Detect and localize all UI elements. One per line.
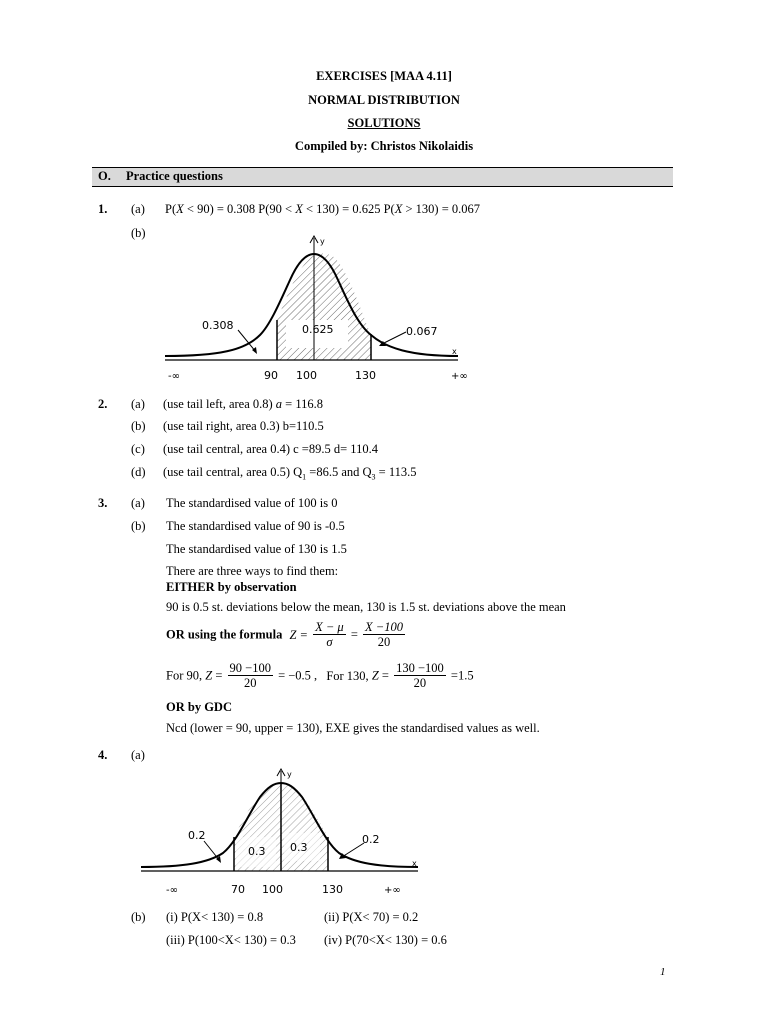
q1-number: 1. [98, 202, 108, 216]
q3-formula-line: OR using the formula Z = $\frac{X - \mu}{\sigma}$ = $\frac{X -100}{20}$ [166, 620, 403, 649]
section-title: Practice questions [126, 169, 223, 183]
section-number: O. [98, 169, 111, 183]
doc-subtitle: NORMAL DISTRIBUTION [308, 93, 460, 107]
tick-label: +∞ [451, 371, 468, 382]
q2a-label: (a) [131, 397, 145, 411]
middle-area-label: 0.625 [302, 323, 334, 336]
q4-number: 4. [98, 748, 108, 762]
x-axis-label: x [412, 859, 417, 868]
tick-label: -∞ [166, 885, 178, 896]
tick-label: 130 [355, 369, 376, 382]
q3b-label: (b) [131, 519, 146, 533]
x-axis-label: x [452, 347, 457, 356]
q1b-label: (b) [131, 226, 146, 240]
y-axis-label: y [320, 237, 325, 246]
middle-right-area-label: 0.3 [290, 841, 308, 854]
q3b-answer-90: The standardised value of 90 is -0.5 [166, 519, 345, 533]
tick-label: -∞ [168, 371, 180, 382]
q3a-label: (a) [131, 496, 145, 510]
q3-three-ways: There are three ways to find them: [166, 564, 339, 578]
page-number: 1 [660, 966, 666, 978]
q2a-answer: (use tail left, area 0.8) a = 116.8 [163, 397, 324, 411]
tick-label: 100 [262, 883, 283, 896]
normal-curve-graph-2 [138, 765, 428, 901]
tick-label: +∞ [384, 885, 401, 896]
tick-label: 70 [231, 883, 245, 896]
tick-label: 90 [264, 369, 278, 382]
q4b-iv: (iv) P(70<X< 130) = 0.6 [324, 933, 447, 947]
q3-calculation-line: For 90, Z = $\frac{90 -100}{20}$ = −0.5 , For 130, Z = $\frac{130 -100}{20}$ =1.5 [166, 661, 474, 690]
normal-curve-graph-1 [160, 232, 480, 390]
q3-gdc-text: Ncd (lower = 90, upper = 130), EXE gives the standardised values as well. [166, 721, 540, 735]
y-axis-label: y [287, 770, 292, 779]
right-arrow-icon [382, 332, 406, 344]
doc-author: Compiled by: Christos Nikolaidis [294, 139, 474, 153]
q2d-label: (d) [131, 465, 146, 479]
q2c-answer: (use tail central, area 0.4) c =89.5 d= 110.4 [163, 442, 378, 456]
doc-solutions-heading: SOLUTIONS [347, 116, 421, 130]
q4b-i: (i) P(X< 130) = 0.8 [166, 910, 264, 924]
q4b-label: (b) [131, 910, 146, 924]
tick-label: 100 [296, 369, 317, 382]
q1a-answer: P(X < 90) = 0.308 P(90 < X < 130) = 0.625 P(X > 130) = 0.067 [165, 202, 481, 216]
doc-title: EXERCISES [MAA 4.11] [316, 69, 452, 83]
q2d-answer: (use tail central, area 0.5) $Q_1 =86.5$ and $Q_3 = 113.5$ [163, 465, 417, 482]
q4a-label: (a) [131, 748, 145, 762]
left-area-label: 0.308 [202, 319, 234, 332]
q3-either-heading: EITHER by observation [166, 580, 297, 594]
tick-label: 130 [322, 883, 343, 896]
q3b-answer-130: The standardised value of 130 is 1.5 [166, 542, 347, 556]
q3-number: 3. [98, 496, 108, 510]
q2c-label: (c) [131, 442, 145, 456]
q2b-label: (b) [131, 419, 146, 433]
formula-label: OR using the formula [166, 627, 283, 642]
q2-number: 2. [98, 397, 108, 411]
right-area-label: 0.067 [406, 325, 438, 338]
q3a-answer: The standardised value of 100 is 0 [166, 496, 338, 510]
q3-observation-text: 90 is 0.5 st. deviations below the mean, 130 is 1.5 st. deviations above the mean [166, 600, 566, 614]
right-arrow-icon [342, 843, 364, 857]
q1a-label: (a) [131, 202, 145, 216]
left-area-label: 0.2 [188, 829, 206, 842]
q4b-ii: (ii) P(X< 70) = 0.2 [324, 910, 419, 924]
q3-gdc-heading: OR by GDC [166, 700, 232, 714]
q4b-iii: (iii) P(100<X< 130) = 0.3 [166, 933, 296, 947]
q2b-answer: (use tail right, area 0.3) b=110.5 [163, 419, 324, 433]
right-area-label: 0.2 [362, 833, 380, 846]
middle-left-area-label: 0.3 [248, 845, 266, 858]
